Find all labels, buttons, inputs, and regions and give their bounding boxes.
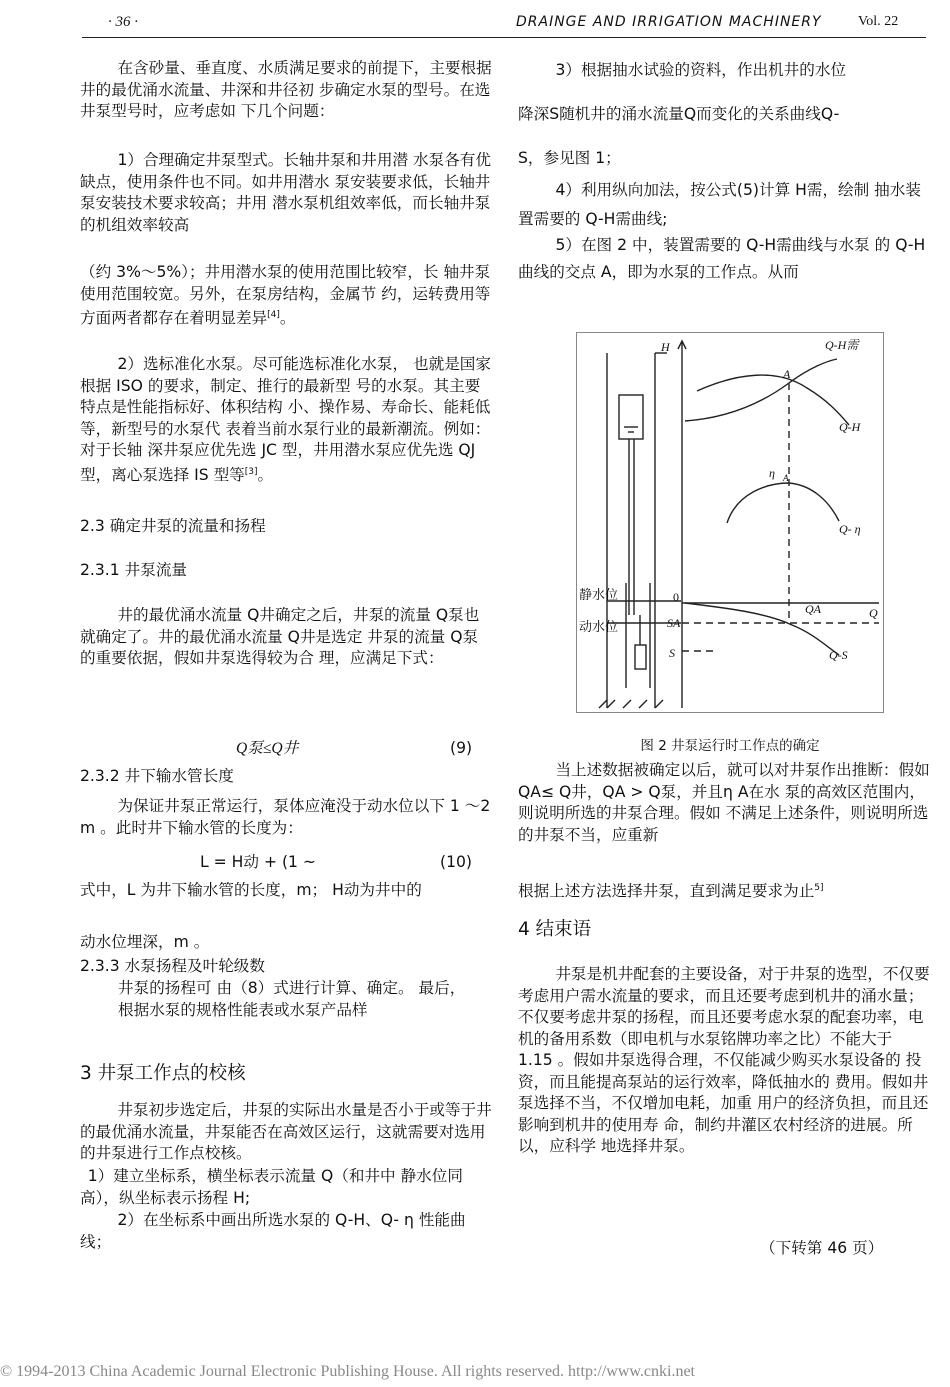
left-paragraph-3: （约 3%～5%）；井用潜水泵的使用范围比较窄，长 轴井泵使用范围较宽。另外，在泵房结构，金属节 约，运转费用等方面两者都存在着明显差异[4]。 [80, 263, 491, 328]
left-paragraph-2: 1）合理确定井泵型式。长轴井泵和井用潜 水泵各有优缺点，使用条件也不同。如井用潜水 泵安装要求低，长轴井泵安装技术要求较高；井用 潜水泵机组效率低，而长轴井泵的机组效率较高 [80, 151, 491, 234]
right-paragraph-5: 根据上述方法选择井泵，直到满足要求为止$^{5]}$ [518, 882, 824, 901]
fig-label-qh: Q-H [839, 420, 861, 434]
fig-label-eta: η [769, 466, 775, 480]
fig-label-dynamic-level: 动水位 [579, 619, 619, 634]
right-paragraph-3: 5）在图 2 中，装置需要的 Q-H需曲线与水泵 的 Q-H 曲线的交点 A，即为水泵的工作点。从而 [518, 236, 926, 281]
section-3-heading: 3 井泵工作点的校核 [80, 1063, 246, 1084]
fig-label-q: Q [869, 606, 878, 620]
figure-2-caption: 图 2 井泵运行时工作点的确定 [640, 738, 820, 754]
left-paragraph-4: 2）选标准化水泵。尽可能选标准化水泵， 也就是国家根据 ISO 的要求，制定、推行的最新型 号的水泵。其主要特点是性能指标好、体积结构 小、操作易、寿命长、能耗低等，新型号的水泵代 表着当前水泵行业的最新潮流。例如：对于长轴 深井泵应优先选 JC 型，井用潜水泵应优先选 QJ 型，离心泵选择 IS 型等[3]。 [80, 355, 491, 484]
curve-qeta [727, 483, 839, 523]
equation-9-number: (9) [450, 739, 473, 757]
right-paragraph-1c: S，参见图 1； [518, 149, 621, 167]
equation-10-number: (10) [440, 853, 473, 871]
citation-3: [3] [244, 466, 258, 477]
left-paragraph-7b: 动水位埋深，m 。 [80, 933, 210, 951]
fig-label-qs: Q-S [829, 648, 848, 662]
fig-label-sa: SA [667, 616, 681, 630]
copyright-footer: © 1994-2013 China Academic Journal Electronic Publishing House. All rights reserved. http://www.cnki.net [0, 1363, 695, 1380]
left-paragraph-7a: 式中，L 为井下输水管的长度，m； H动为井中的 [80, 881, 422, 899]
right-paragraph-4: 当上述数据被确定以后，就可以对井泵作出推断：假如 QA≤ Q井，QA > Q泵，并且η A在水 泵的高效区范围内，则说明所选的井泵合理。假如 不满足上述条件，则说明所选的井泵不当，应重新 [518, 761, 930, 844]
fig-label-static-level: 静水位 [579, 587, 619, 602]
section-2-3-2-heading: 2.3.2 井下输水管长度 [80, 767, 234, 785]
fig-label-zero: 0 [673, 590, 679, 604]
curve-qh [697, 375, 849, 425]
fig-label-qh-need: Q-H需 [825, 338, 859, 352]
pump-body [635, 645, 646, 669]
equation-10: L = H动 + (1 ~ [200, 853, 316, 871]
left-paragraph-5: 井的最优涌水流量 Q井确定之后，井泵的流量 Q泵也就确定了。井的最优涌水流量 Q井是选定 井泵的流量 Q泵的重要依据，假如井泵选得较为合 理，应满足下式： [80, 606, 480, 667]
citation-4: [4] [267, 310, 280, 320]
section-2-3-1-heading: 2.3.1 井泵流量 [80, 561, 188, 579]
left-paragraph-10: 1）建立坐标系，横坐标表示流量 Q（和井中 静水位同高），纵坐标表示扬程 H; [80, 1167, 463, 1207]
right-paragraph-6: 井泵是机井配套的主要设备，对于井泵的选型，不仅要考虑用户需水流量的要求，而且还要考虑到机井的涌水量；不仅要考虑井泵的扬程，而且还要考虑水泵的配套功率，电机的备用系数（即电机与水泵铭牌功率之比）不能大于 1.15 。假如井泵选得合理，不仅能减少购买水泵设备的 投资，而且能提高泵站的运行效率，降低抽水的 费用。假如井泵选择不当，不仅增加电耗，加重 用户的经济负担，而且还影响到机井的使用寿 命，制约井灌区农村经济的进展。所以，应科学 地选择井泵。 [518, 965, 930, 1155]
left-paragraph-9: 井泵初步选定后，井泵的实际出水量是否小于或等于井的最优涌水流量，井泵能否在高效区运行，这就需要对选用的井泵进行工作点校核。 [80, 1101, 492, 1162]
fig-label-s: S [669, 646, 675, 660]
right-paragraph-1a: 3）根据抽水试验的资料，作出机井的水位 [555, 61, 847, 79]
citation-5: 5] [814, 883, 824, 893]
figure-2 [576, 332, 884, 713]
left-paragraph-1: 在含砂量、垂直度、水质满足要求的前提下，主要根据井的最优涌水流量、井深和井径初 步确定水泵的型号。在选井泵型号时，应考虑如 下几个问题： [80, 59, 492, 120]
page-number: · 36 · [108, 14, 138, 30]
fig-label-a: A [783, 367, 791, 381]
left-paragraph-8: 井泵的扬程可 由（8）式进行计算、确定。 最后，根据水泵的规格性能表或水泵产品样 [118, 979, 466, 1019]
curve-qh-need [685, 359, 837, 421]
fig-label-qa: QA [805, 602, 821, 616]
journal-name: DRAINGE AND IRRIGATION MACHINERY [516, 14, 822, 30]
left-paragraph-6: 为保证井泵正常运行，泵体应淹没于动水位以下 1 ～2 m 。此时井下输水管的长度为： [80, 797, 491, 837]
right-paragraph-1b: 降深S随机井的涌水流量Q而变化的关系曲线Q- [518, 105, 840, 123]
equation-9: Q泵≤Q井 [236, 740, 299, 757]
figure-2-diagram [577, 333, 883, 712]
left-paragraph-11: 2）在坐标系中画出所选水泵的 Q-H、Q- η 性能曲线； [80, 1211, 466, 1251]
fig-label-qeta: Q- η [839, 522, 861, 536]
section-2-3-heading: 2.3 确定井泵的流量和扬程 [80, 517, 266, 535]
header-rule [82, 37, 926, 38]
continued-note: （下转第 46 页） [760, 1239, 884, 1257]
fig-label-h: H [661, 340, 670, 354]
fig-label-eta-a: A [783, 473, 789, 483]
section-4-heading: 4 结束语 [518, 919, 592, 940]
section-2-3-3-heading: 2.3.3 水泵扬程及叶轮级数 [80, 957, 265, 975]
right-paragraph-2: 4）利用纵向加法，按公式(5)计算 H需，绘制 抽水装置需要的 Q-H需曲线; [518, 181, 921, 228]
volume-number: Vol. 22 [858, 14, 899, 29]
